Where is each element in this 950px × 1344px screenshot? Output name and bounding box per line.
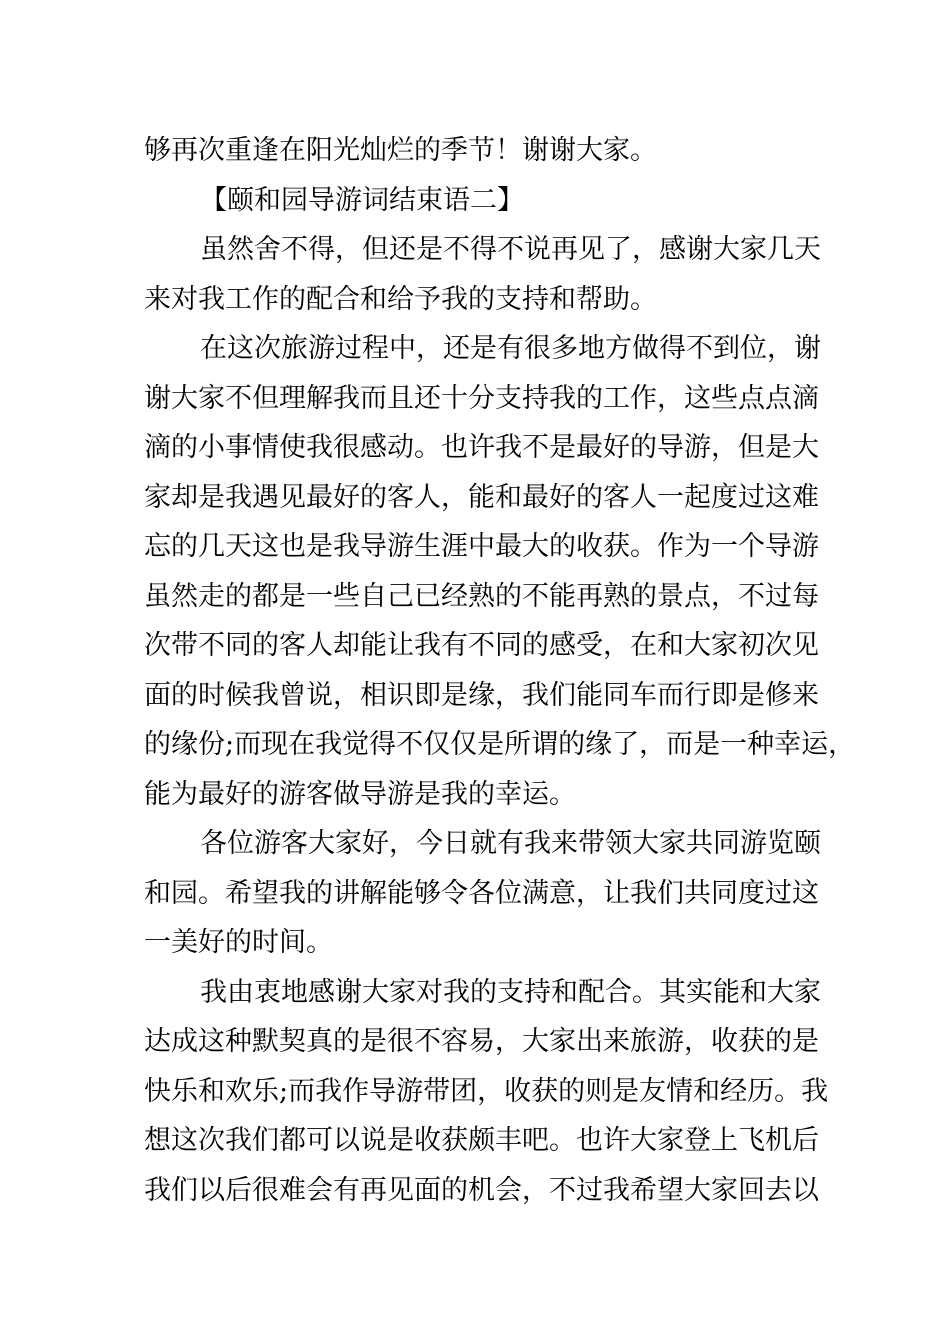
text-line: 够再次重逢在阳光灿烂的季节！谢谢大家。 xyxy=(144,135,657,166)
text-line: 我由衷地感谢大家对我的支持和配合。其实能和大家 xyxy=(200,976,821,1008)
text-line: 想这次我们都可以说是收获颇丰吧。也许大家登上飞机后 xyxy=(144,1125,819,1156)
text-line: 面的时候我曾说，相识即是缘，我们能同车而行即是修来 xyxy=(144,679,819,711)
section-heading: 【颐和园导游词结束语二】 xyxy=(200,184,524,216)
text-line: 家却是我遇见最好的客人，能和最好的客人一起度过这难 xyxy=(144,481,819,513)
text-line: 能为最好的游客做导游是我的幸运。 xyxy=(144,778,576,810)
text-line: 各位游客大家好，今日就有我来带领大家共同游览颐 xyxy=(200,828,821,859)
text-line: 谢大家不但理解我而且还十分支持我的工作，这些点点滴 xyxy=(144,382,819,414)
text-line: 来对我工作的配合和给予我的支持和帮助。 xyxy=(144,283,657,315)
text-line: 忘的几天这也是我导游生涯中最大的收获。作为一个导游 xyxy=(144,531,819,562)
document-body xyxy=(144,126,856,1215)
text-line: 次带不同的客人却能让我有不同的感受，在和大家初次见 xyxy=(144,630,819,661)
text-line: 我们以后很难会有再见面的机会，不过我希望大家回去以 xyxy=(144,1174,819,1206)
text-line: 在这次旅游过程中，还是有很多地方做得不到位，谢 xyxy=(200,333,821,364)
text-line: 快乐和欢乐;而我作导游带团，收获的则是友情和经历。我 xyxy=(144,1075,829,1107)
text-line: 达成这种默契真的是很不容易，大家出来旅游，收获的是 xyxy=(144,1026,819,1057)
text-line: 虽然舍不得，但还是不得不说再见了，感谢大家几天 xyxy=(200,234,821,265)
text-line: 虽然走的都是一些自己已经熟的不能再熟的景点，不过每 xyxy=(144,580,819,612)
text-line: 滴的小事情使我很感动。也许我不是最好的导游，但是大 xyxy=(144,432,819,463)
text-line: 和园。希望我的讲解能够令各位满意，让我们共同度过这 xyxy=(144,877,819,909)
text-line: 一美好的时间。 xyxy=(144,927,333,958)
text-line: 的缘份;而现在我觉得不仅仅是所谓的缘了，而是一种幸运， xyxy=(144,729,856,760)
